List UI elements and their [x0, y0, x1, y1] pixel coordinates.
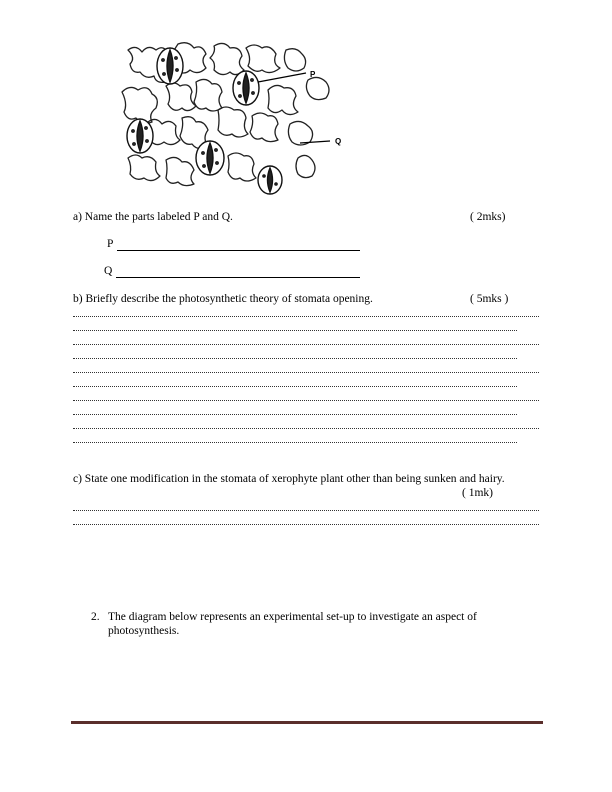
answer-b-line-5[interactable]: [73, 371, 539, 373]
question-2-line-2: photosynthesis.: [108, 625, 180, 637]
answer-c-line-2[interactable]: [73, 523, 539, 525]
answer-b-line-4[interactable]: [73, 357, 517, 359]
figure-label-p: P: [310, 70, 316, 79]
stomata-diagram: [118, 40, 358, 195]
answer-b-line-9[interactable]: [73, 427, 539, 429]
question-a-marks: ( 2mks): [470, 211, 506, 223]
figure-label-q: Q: [335, 137, 342, 146]
answer-b-line-10[interactable]: [73, 441, 517, 443]
question-2-number: 2.: [91, 611, 100, 623]
question-a-text: a) Name the parts labeled P and Q.: [73, 211, 233, 223]
answer-b-line-7[interactable]: [73, 399, 539, 401]
question-c-marks: ( 1mk): [462, 487, 493, 499]
answer-b-line-3[interactable]: [73, 343, 539, 345]
question-2-line-1: The diagram below represents an experimental set-up to investigate an aspect of: [108, 611, 477, 623]
answer-c-line-1[interactable]: [73, 509, 539, 511]
footer-rule: [71, 721, 543, 724]
answer-q-label: Q: [104, 265, 113, 277]
answer-b-line-2[interactable]: [73, 329, 517, 331]
answer-q-line[interactable]: [116, 277, 360, 278]
question-c-text: c) State one modification in the stomata of xerophyte plant other than being sunken and hairy.: [73, 473, 505, 485]
question-b-marks: ( 5mks ): [470, 293, 509, 305]
answer-p-label: P: [107, 238, 114, 250]
question-b-text: b) Briefly describe the photosynthetic theory of stomata opening.: [73, 293, 373, 305]
answer-b-line-8[interactable]: [73, 413, 517, 415]
answer-p-line[interactable]: [117, 250, 360, 251]
answer-b-line-1[interactable]: [73, 315, 539, 317]
answer-b-line-6[interactable]: [73, 385, 517, 387]
